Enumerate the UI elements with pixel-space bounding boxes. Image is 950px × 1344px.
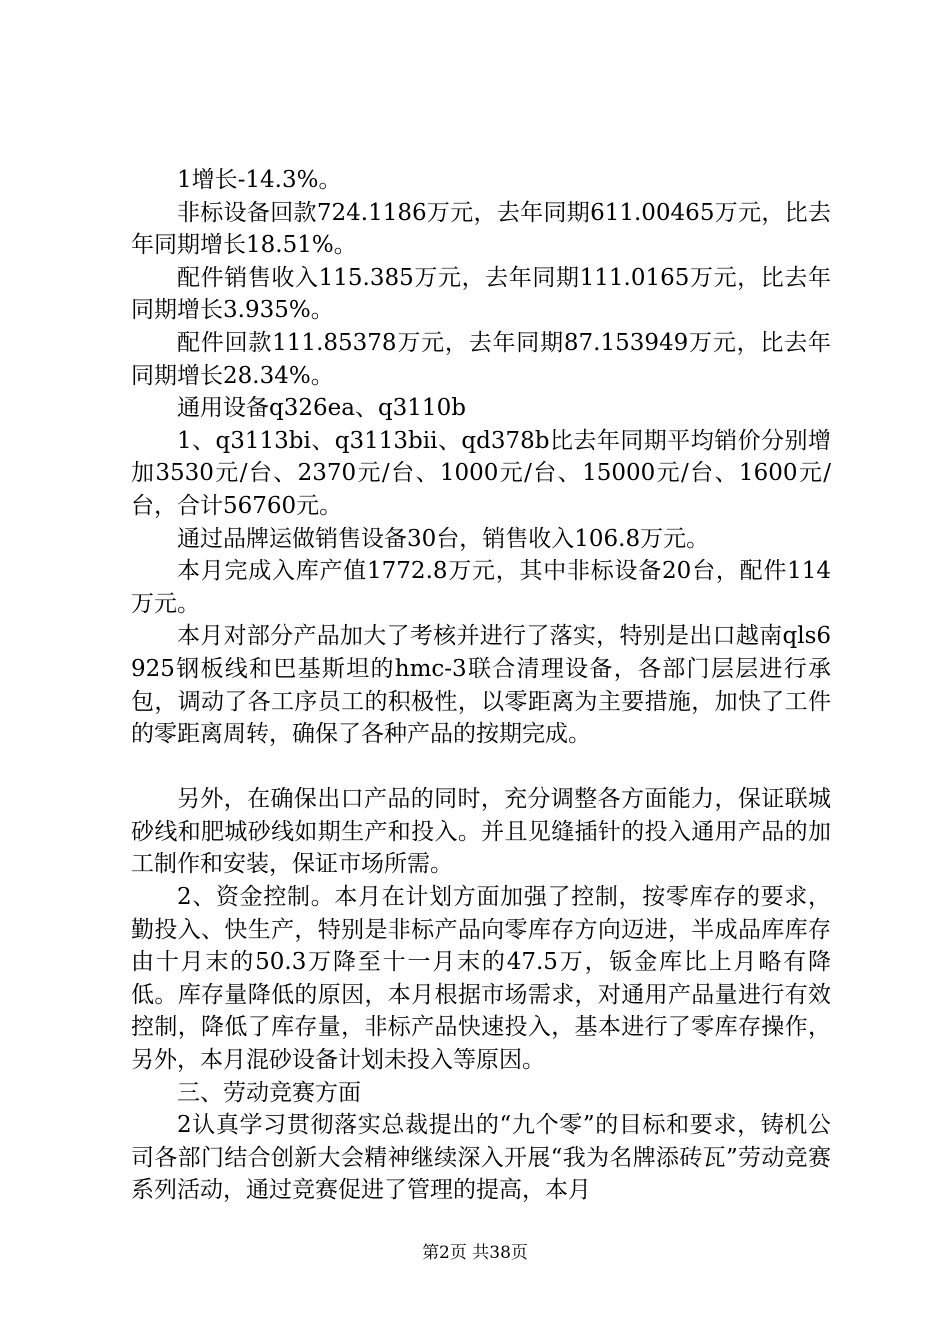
paragraph-price-increase: 1、q3113bi、q3113bii、qd378b比去年同期平均销价分别增加3530元/台、2370元/台、1000元/台、15000元/台、1600元/台，合计56760元。 [131, 427, 831, 519]
paragraph-export-capacity: 另外，在确保出口产品的同时，充分调整各方面能力，保证联城砂线和肥城砂线如期生产和投入。并且见缝插针的投入通用产品的加工制作和安装，保证市场所需。 [131, 786, 831, 878]
page-footer: 第2页 共38页 [422, 1243, 528, 1263]
paragraph-output-value: 本月完成入库产值1772.8万元，其中非标设备20台，配件114万元。 [131, 558, 831, 617]
paragraph-growth-rate: 1增长-14.3%。 [177, 167, 342, 193]
document-body [131, 164, 831, 1207]
paragraph-general-equipment: 通用设备q326ea、q3110b [177, 395, 466, 422]
paragraph-brand-sales: 通过品牌运做销售设备30台，销售收入106.8万元。 [177, 525, 710, 552]
paragraph-parts-payment: 配件回款111.85378万元，去年同期87.153949万元，比去年同期增长28.34%。 [131, 329, 831, 389]
paragraph-nonstandard-payment: 非标设备回款724.1186万元，去年同期611.00465万元，比去年同期增长18.51%。 [131, 199, 831, 259]
paragraph-assessment: 本月对部分产品加大了考核并进行了落实，特别是出口越南qls6925钢板线和巴基斯坦的hmc-3联合清理设备，各部门层层进行承包，调动了各工序员工的积极性，以零距离为主要措施，加快了工件的零距离周转，确保了各种产品的按期完成。 [131, 623, 831, 748]
paragraph-spacer [131, 751, 831, 784]
paragraph-labor-competition: 2认真学习贯彻落实总裁提出的“九个零”的目标和要求，铸机公司各部门结合创新大会精神继续深入开展“我为名牌添砖瓦”劳动竞赛系列活动，通过竞赛促进了管理的提高，本月 [131, 1112, 831, 1204]
paragraph-capital-control: 2、资金控制。本月在计划方面加强了控制，按零库存的要求，勤投入、快生产，特别是非标产品向零库存方向迈进，半成品库库存由十月末的50.3万降至十一月末的47.5万，钣金库比上月略有降低。库存量降低的原因，本月根据市场需求，对通用产品量进行有效控制，降低了库存量，非标产品快速投入，基本进行了零库存操作，另外，本月混砂设备计划未投入等原因。 [131, 884, 831, 1074]
paragraph-parts-sales: 配件销售收入115.385万元，去年同期111.0165万元，比去年同期增长3.935%。 [131, 264, 831, 324]
section-heading-labor-competition: 三、劳动竞赛方面 [177, 1079, 361, 1106]
